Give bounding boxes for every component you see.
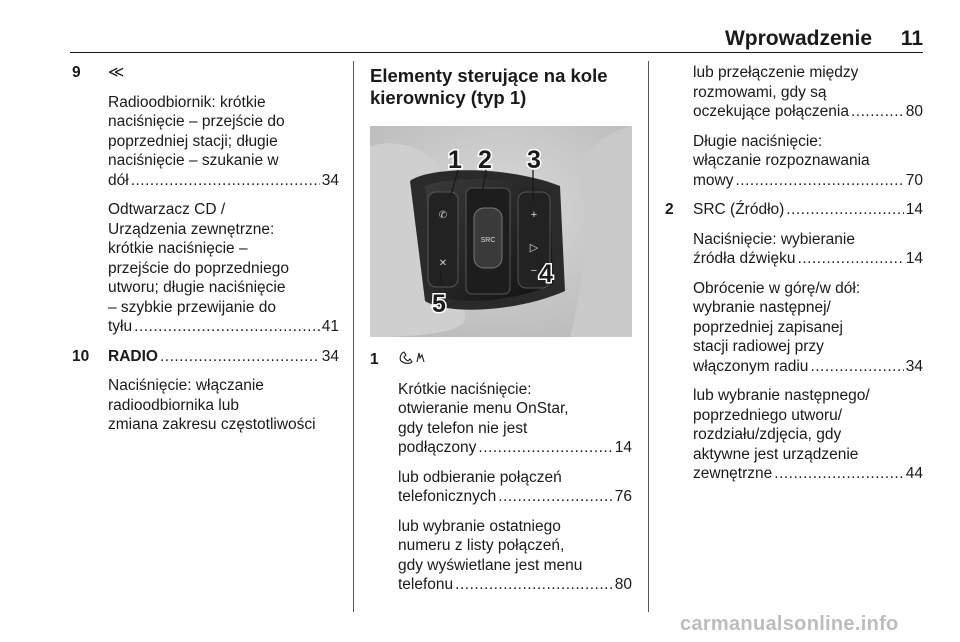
column-3: [665, 63, 923, 494]
page-reference: [398, 438, 632, 458]
item-1-continued: [665, 63, 923, 190]
text-line: Urządzenia zewnętrzne:: [108, 220, 275, 238]
text-line: – szybkie przewijanie do: [108, 298, 277, 316]
item-2: [665, 200, 923, 484]
text-line: numeru z listy połączeń,: [398, 537, 565, 554]
phone-icon: ✆: [438, 210, 448, 221]
page-reference: [108, 171, 339, 191]
ref-text: zewnętrzne: [693, 465, 773, 482]
column-divider-1: [353, 61, 354, 612]
paragraph: [108, 93, 339, 191]
item-number: 1: [370, 351, 379, 368]
ref-text: RADIO: [108, 347, 158, 365]
text-line: radioodbiornika lub: [108, 396, 239, 414]
ref-page: 70: [905, 171, 923, 189]
paragraph: [398, 517, 632, 595]
ref-page: 14: [905, 201, 923, 218]
text-line: zmiana zakresu częstotliwości: [108, 416, 316, 433]
mute-icon: ✕: [438, 258, 448, 269]
item-10: [72, 347, 339, 435]
callout-1: 1: [448, 146, 462, 174]
ref-page: 76: [614, 488, 632, 505]
paragraph: [693, 230, 923, 269]
leader-dots: [131, 171, 320, 191]
ref-text: SRC (Źródło): [693, 201, 785, 218]
ref-page: 80: [614, 576, 632, 593]
ref-text: telefonu: [398, 576, 454, 593]
page-reference: [693, 464, 923, 484]
leader-dots: [160, 347, 320, 367]
text-line: poprzedniego utworu/: [693, 406, 843, 424]
page-reference: [693, 357, 923, 377]
page-title: Wprowadzenie: [724, 27, 872, 50]
leader-dots: [810, 357, 903, 377]
ref-text: dół: [108, 171, 129, 189]
phone-icon: [398, 350, 428, 364]
phone-onstar-icons: [398, 350, 632, 370]
item-number: 9: [72, 64, 81, 81]
watermark: carmanualsonline.info: [680, 613, 899, 635]
ref-text: mowy: [693, 171, 734, 189]
text-line: Długie naciśnięcie:: [693, 132, 823, 150]
page-reference: [108, 347, 339, 367]
leader-dots: [798, 249, 904, 269]
page-reference: [108, 317, 339, 337]
text-line: Radioodbiornik: krótkie: [108, 93, 266, 111]
leader-dots: [735, 171, 903, 191]
leader-dots: [498, 487, 613, 507]
text-line: stacji radiowej przy: [693, 338, 824, 355]
seek-back-icon: ≪: [108, 64, 125, 81]
callout-4: 4: [539, 260, 553, 288]
ref-page: 34: [905, 357, 923, 375]
section-title: [370, 65, 632, 109]
text-line: lub odbieranie połączeń: [398, 468, 562, 486]
item-number: 10: [72, 347, 90, 365]
page-reference: [398, 487, 632, 507]
text-line: Obrócenie w górę/w dół:: [693, 279, 861, 297]
ref-text: podłączony: [398, 439, 477, 456]
text-line: poprzedniej zapisanej: [693, 318, 843, 336]
text-line: naciśnięcie – szukanie w: [108, 152, 279, 169]
leader-dots: [774, 464, 903, 484]
ref-text: tyłu: [108, 318, 133, 335]
text-line: Krótkie naciśnięcie:: [398, 380, 532, 398]
page-reference: [693, 171, 923, 191]
paragraph: [398, 380, 632, 458]
paragraph: [693, 386, 923, 484]
text-line: otwieranie menu OnStar,: [398, 400, 569, 417]
paragraph: [108, 200, 339, 337]
ref-page: 34: [321, 347, 339, 365]
text-line: lub przełączenie między: [693, 64, 859, 81]
ref-page: 44: [905, 465, 923, 482]
ref-text: telefonicznych: [398, 488, 497, 505]
leader-dots: [455, 575, 613, 595]
leader-dots: [478, 438, 612, 458]
text-line: krótkie naciśnięcie –: [108, 240, 248, 257]
paragraph: [108, 376, 339, 435]
page-reference: [693, 200, 923, 220]
page-reference: [693, 249, 923, 269]
ref-page: 34: [321, 171, 339, 189]
callout-3: 3: [527, 146, 541, 174]
text-line: lub wybranie ostatniego: [398, 517, 561, 535]
column-1: [72, 63, 339, 445]
column-2: [370, 63, 632, 127]
text-line: poprzedniej stacji; długie: [108, 132, 278, 150]
text-line: Naciśnięcie: wybieranie: [693, 230, 855, 248]
text-line: gdy wyświetlane jest menu: [398, 556, 583, 574]
text-line: przejście do poprzedniego: [108, 259, 289, 277]
title-line: Elementy sterujące na kole: [370, 65, 608, 86]
leader-dots: [134, 317, 320, 337]
paragraph: [693, 132, 923, 191]
text-line: rozmowami, gdy są: [693, 83, 827, 101]
text-line: włączanie rozpoznawania: [693, 152, 870, 169]
ref-page: 41: [321, 318, 339, 335]
callout-2: 2: [478, 146, 492, 174]
page-reference: [398, 575, 632, 595]
column-divider-2: [648, 61, 649, 612]
text-line: utworu; długie naciśnięcie: [108, 279, 286, 296]
text-line: naciśnięcie – przejście do: [108, 113, 285, 130]
ref-text: włączonym radiu: [693, 357, 809, 375]
ref-page: 14: [905, 250, 923, 267]
leader-dots: [786, 200, 903, 220]
ref-page: 80: [905, 103, 923, 120]
src-button-label: SRC: [480, 237, 496, 244]
text-line: lub wybranie następnego/: [693, 387, 870, 404]
item-number: 2: [665, 201, 674, 218]
item-9: [72, 63, 339, 337]
paragraph: [693, 279, 923, 377]
callout-5: 5: [432, 290, 446, 318]
ref-text: oczekujące połączenia: [693, 103, 849, 120]
leader-dots: [851, 102, 904, 122]
minus-icon: −: [530, 265, 538, 277]
title-line: kierownicy (typ 1): [370, 87, 527, 108]
text-line: rozdziału/zdjęcia, gdy: [693, 426, 842, 443]
text-line: Naciśnięcie: włączanie: [108, 377, 264, 394]
page-number: 11: [900, 27, 923, 50]
paragraph: [398, 468, 632, 507]
next-icon: ▷: [529, 242, 539, 254]
item-1: [370, 350, 632, 595]
text-line: gdy telefon nie jest: [398, 419, 528, 437]
text-line: Odtwarzacz CD /: [108, 201, 226, 218]
page-reference: [693, 102, 923, 122]
item-symbol: [108, 63, 339, 83]
header-rule: [70, 52, 923, 53]
steering-wheel-controls-image: [370, 126, 632, 337]
ref-text: źródła dźwięku: [693, 250, 796, 267]
column-2-text: [370, 350, 632, 605]
ref-page: 14: [614, 439, 632, 456]
paragraph: [693, 63, 923, 122]
plus-icon: +: [530, 209, 538, 221]
text-line: aktywne jest urządzenie: [693, 445, 859, 463]
text-line: wybranie następnej/: [693, 299, 831, 316]
